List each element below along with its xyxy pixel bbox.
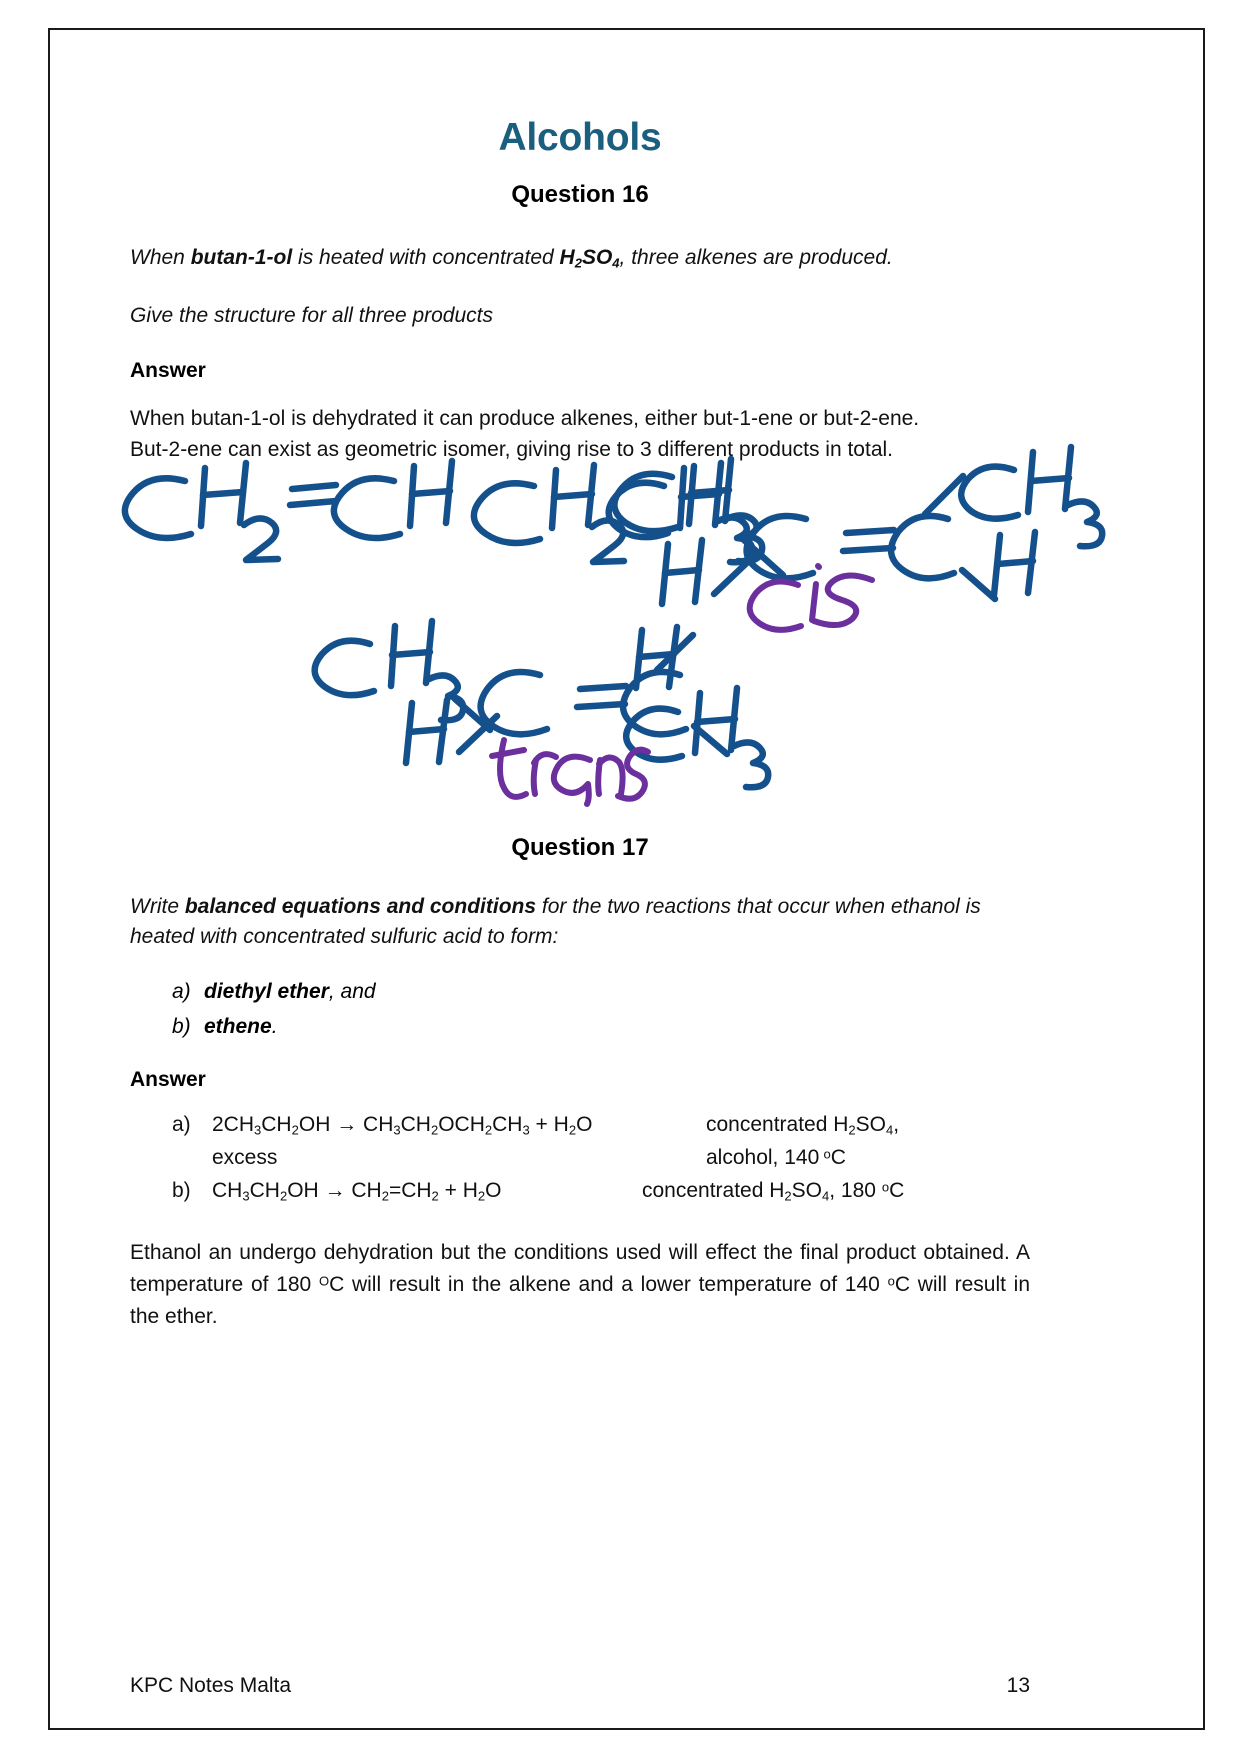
option-marker-b: b) (172, 1014, 191, 1038)
q17-prompt-bold: balanced equations and conditions (184, 894, 537, 918)
equation-row-a (130, 1108, 1030, 1141)
option-bold-a: diethyl ether (204, 980, 329, 1004)
q16-prompt-bold-butanol: butan-1-ol (190, 245, 293, 269)
page-title: Alcohols (498, 116, 662, 159)
page-content (130, 118, 1030, 1354)
question-17-options (130, 975, 1030, 1043)
q16-prompt-text-2: is heated with concentrated (292, 245, 560, 269)
list-item (172, 1010, 1030, 1044)
handwriting-spacer (130, 466, 1030, 834)
equation-marker-b: b) (172, 1178, 191, 1202)
q16-prompt-text-1: When (130, 245, 191, 269)
question-16-prompt-line2: Give the structure for all three products (130, 304, 493, 328)
footer-page-number: 13 (1006, 1674, 1030, 1697)
option-rest-a: , and (328, 980, 376, 1004)
question-17-prompt (130, 892, 1030, 952)
equation-a-conditions-2: alcohol, 140 $^o$C (706, 1145, 846, 1169)
q17-prompt-text-1: Write (130, 894, 185, 918)
list-item (172, 975, 1030, 1009)
question-17-heading: Question 17 (511, 833, 649, 861)
option-bold-b: ethene (204, 1014, 272, 1038)
option-marker-a: a) (172, 980, 191, 1004)
q16-answer-line-1: When butan-1-ol is dehydrated it can produce alkenes, either but-1-ene or but-2-ene. (130, 406, 920, 430)
closing-line-3: 140 $^o$C will result in the ether. (130, 1273, 1031, 1328)
q17-prompt-text-2: for the two reactions that occur when ethanol is heated with concentrated sulfuric acid to form: (130, 894, 981, 948)
option-rest-b: . (271, 1014, 278, 1038)
question-17-equations (130, 1108, 1030, 1208)
footer-source: KPC Notes Malta (130, 1674, 292, 1697)
equation-a-formula: $2CH_3CH_2OH \to CH_3CH_2OCH_2CH_3 + H_2O$ (212, 1112, 593, 1138)
closing-line-2-a: obtained. A temperature of 180 $^O$C will result in the alkene and a lower temperature of (130, 1241, 1031, 1296)
page-footer (130, 1674, 1030, 1698)
equation-row-a-cont (130, 1141, 1030, 1174)
equation-b-formula: $CH_3CH_2OH \to CH_2=CH_2 + H_2O$ (212, 1178, 502, 1204)
question-16-answer-text (130, 403, 1030, 466)
equation-b-conditions: concentrated $H_2SO_4$, 180 $^o$C (642, 1178, 905, 1204)
question-17-answer-label: Answer (130, 1067, 206, 1091)
question-17-closing (130, 1237, 1030, 1333)
equation-row-b (130, 1174, 1030, 1207)
closing-line-1: Ethanol an undergo dehydration but the conditions used will effect the final product (130, 1241, 917, 1265)
q16-answer-line-2: But-2-ene can exist as geometric isomer, giving rise to 3 different products in total. (130, 438, 893, 462)
question-16-heading: Question 16 (511, 180, 649, 208)
option-text-b (204, 1010, 278, 1044)
equation-marker-a: a) (172, 1112, 191, 1136)
equation-a-conditions: concentrated $H_2SO_4$, (706, 1112, 900, 1138)
question-16-prompt (130, 243, 1030, 273)
q16-prompt-text-3: , three alkenes are produced. (619, 245, 893, 269)
option-text-a (204, 975, 376, 1009)
equation-a-excess: excess (212, 1145, 278, 1169)
q16-prompt-formula: $H_2SO_4$ (559, 245, 620, 271)
question-16-answer-label: Answer (130, 358, 206, 382)
